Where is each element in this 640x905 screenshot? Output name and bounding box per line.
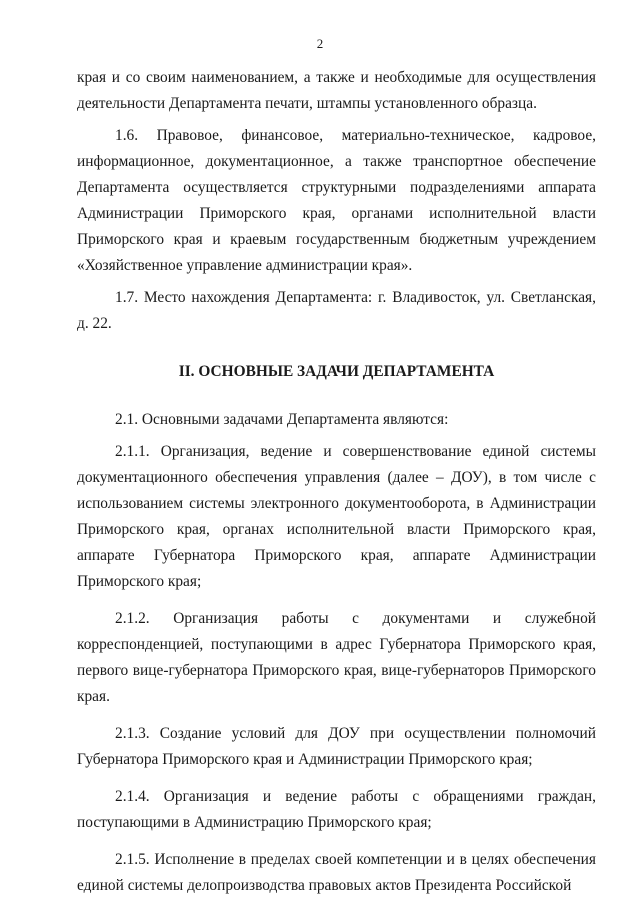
paragraph-1-6: 1.6. Правовое, финансовое, материально-техническое, кадровое, информационное, документационное, а также транспортное обеспечение Департамента осуществляется структурными подразделениями аппарата Администрации Приморского края, органами исполнительной власти Приморского края и краевым государственным бюджетным учреждением «Хозяйственное управление администрации края». bbox=[77, 127, 596, 274]
paragraph-2-1-1: 2.1.1. Организация, ведение и совершенствование единой системы документационного обеспечения управления (далее – ДОУ), в том числе с использованием системы электронного документооборота, в Администрации Приморского края, органах исполнительной власти Приморского края, аппарате Губернатора Приморского края, аппарате Администрации Приморского края; bbox=[77, 443, 596, 590]
page-number: 2 bbox=[316, 36, 324, 51]
paragraph-2-1-2: 2.1.2. Организация работы с документами и служебной корреспонденцией, поступающими в адрес Губернатора Приморского края, первого вице-губернатора Приморского края, вице-губернаторов Приморского края. bbox=[77, 610, 596, 705]
paragraph-2-1-4: 2.1.4. Организация и ведение работы с обращениями граждан, поступающими в Администрацию Приморского края; bbox=[77, 788, 596, 831]
document-body bbox=[77, 65, 596, 899]
paragraph-2-1: 2.1. Основными задачами Департамента являются: bbox=[115, 411, 449, 428]
paragraph-2-1-5: 2.1.5. Исполнение в пределах своей компетенции и в целях обеспечения единой системы делопроизводства правовых актов Президента Российской bbox=[77, 851, 596, 894]
paragraph-1-7: 1.7. Место нахождения Департамента: г. Владивосток, ул. Светланская, д. 22. bbox=[77, 289, 596, 332]
paragraph-2-1-3: 2.1.3. Создание условий для ДОУ при осуществлении полномочий Губернатора Приморского края и Администрации Приморского края; bbox=[77, 725, 596, 768]
section-heading-2: II. ОСНОВНЫЕ ЗАДАЧИ ДЕПАРТАМЕНТА bbox=[178, 363, 495, 380]
paragraph-continuation: края и со своим наименованием, а также и необходимые для осуществления деятельности Департамента печати, штампы установленного образца. bbox=[77, 69, 596, 112]
